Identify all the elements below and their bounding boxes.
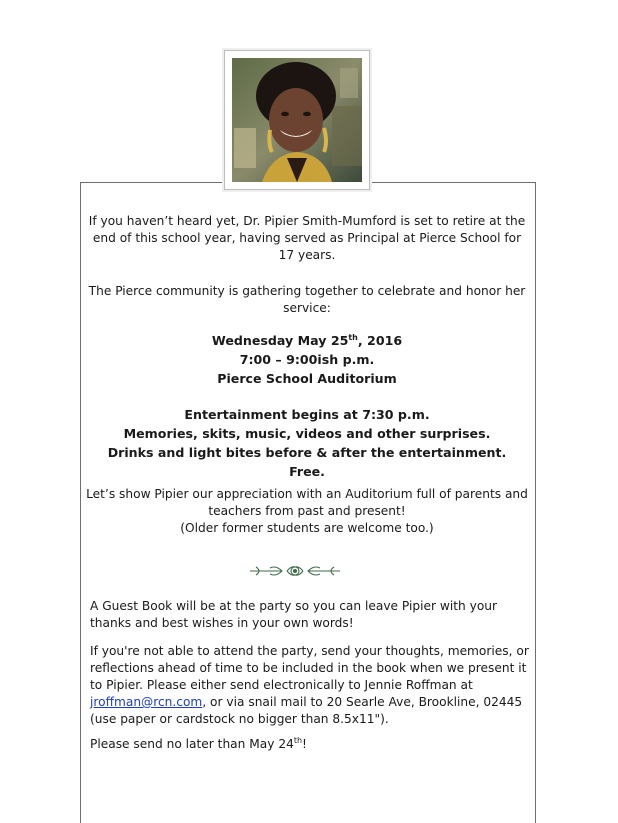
portrait-photo bbox=[224, 50, 370, 190]
deadline-end: ! bbox=[302, 737, 307, 751]
deadline-suffix: th bbox=[293, 735, 303, 745]
event-date-year: , 2016 bbox=[357, 333, 403, 348]
portrait-image bbox=[232, 58, 362, 182]
submission-address: , or via snail mail to 20 Searle Ave, Brookline, 02445 (use paper or cardstock no bigger than 8.5x11"). bbox=[90, 695, 523, 726]
event-location: Pierce School Auditorium bbox=[217, 371, 397, 386]
drinks-line: Drinks and light bites before & after the entertainment. bbox=[107, 445, 507, 460]
submission-text: If you're not able to attend the party, send your thoughts, memories, or reflections ahead of time to be included in the book when we present it to Pipier. Please either send electronically to Jennie Roffman at bbox=[90, 644, 529, 692]
guestbook-paragraph: A Guest Book will be at the party so you can leave Pipier with your thanks and best wishes in your own words! bbox=[90, 599, 498, 630]
event-date bbox=[86, 331, 528, 350]
cost-line: Free. bbox=[289, 464, 325, 479]
deadline-text: Please send no later than May 24 bbox=[90, 737, 294, 751]
entertainment-start: Entertainment begins at 7:30 p.m. bbox=[184, 407, 430, 422]
activities-line: Memories, skits, music, videos and other surprises. bbox=[123, 426, 491, 441]
gathering-paragraph: The Pierce community is gathering together to celebrate and honor her service: bbox=[88, 284, 526, 315]
event-time: 7:00 – 9:00ish p.m. bbox=[239, 352, 375, 367]
intro-paragraph: If you haven’t heard yet, Dr. Pipier Smith-Mumford is set to retire at the end of this school year, having served as Principal at Pierce School for 17 years. bbox=[88, 214, 526, 262]
email-link[interactable]: jroffman@rcn.com bbox=[90, 695, 203, 709]
divider-ornament bbox=[248, 563, 342, 579]
students-note: (Older former students are welcome too.) bbox=[180, 521, 434, 535]
submission-paragraph bbox=[90, 643, 530, 728]
event-date-main: Wednesday May 25 bbox=[211, 333, 349, 348]
appreciation-paragraph: Let’s show Pipier our appreciation with an Auditorium full of parents and teachers from past and present! bbox=[86, 487, 528, 518]
deadline-line bbox=[90, 736, 530, 753]
event-date-suffix: th bbox=[348, 332, 358, 342]
